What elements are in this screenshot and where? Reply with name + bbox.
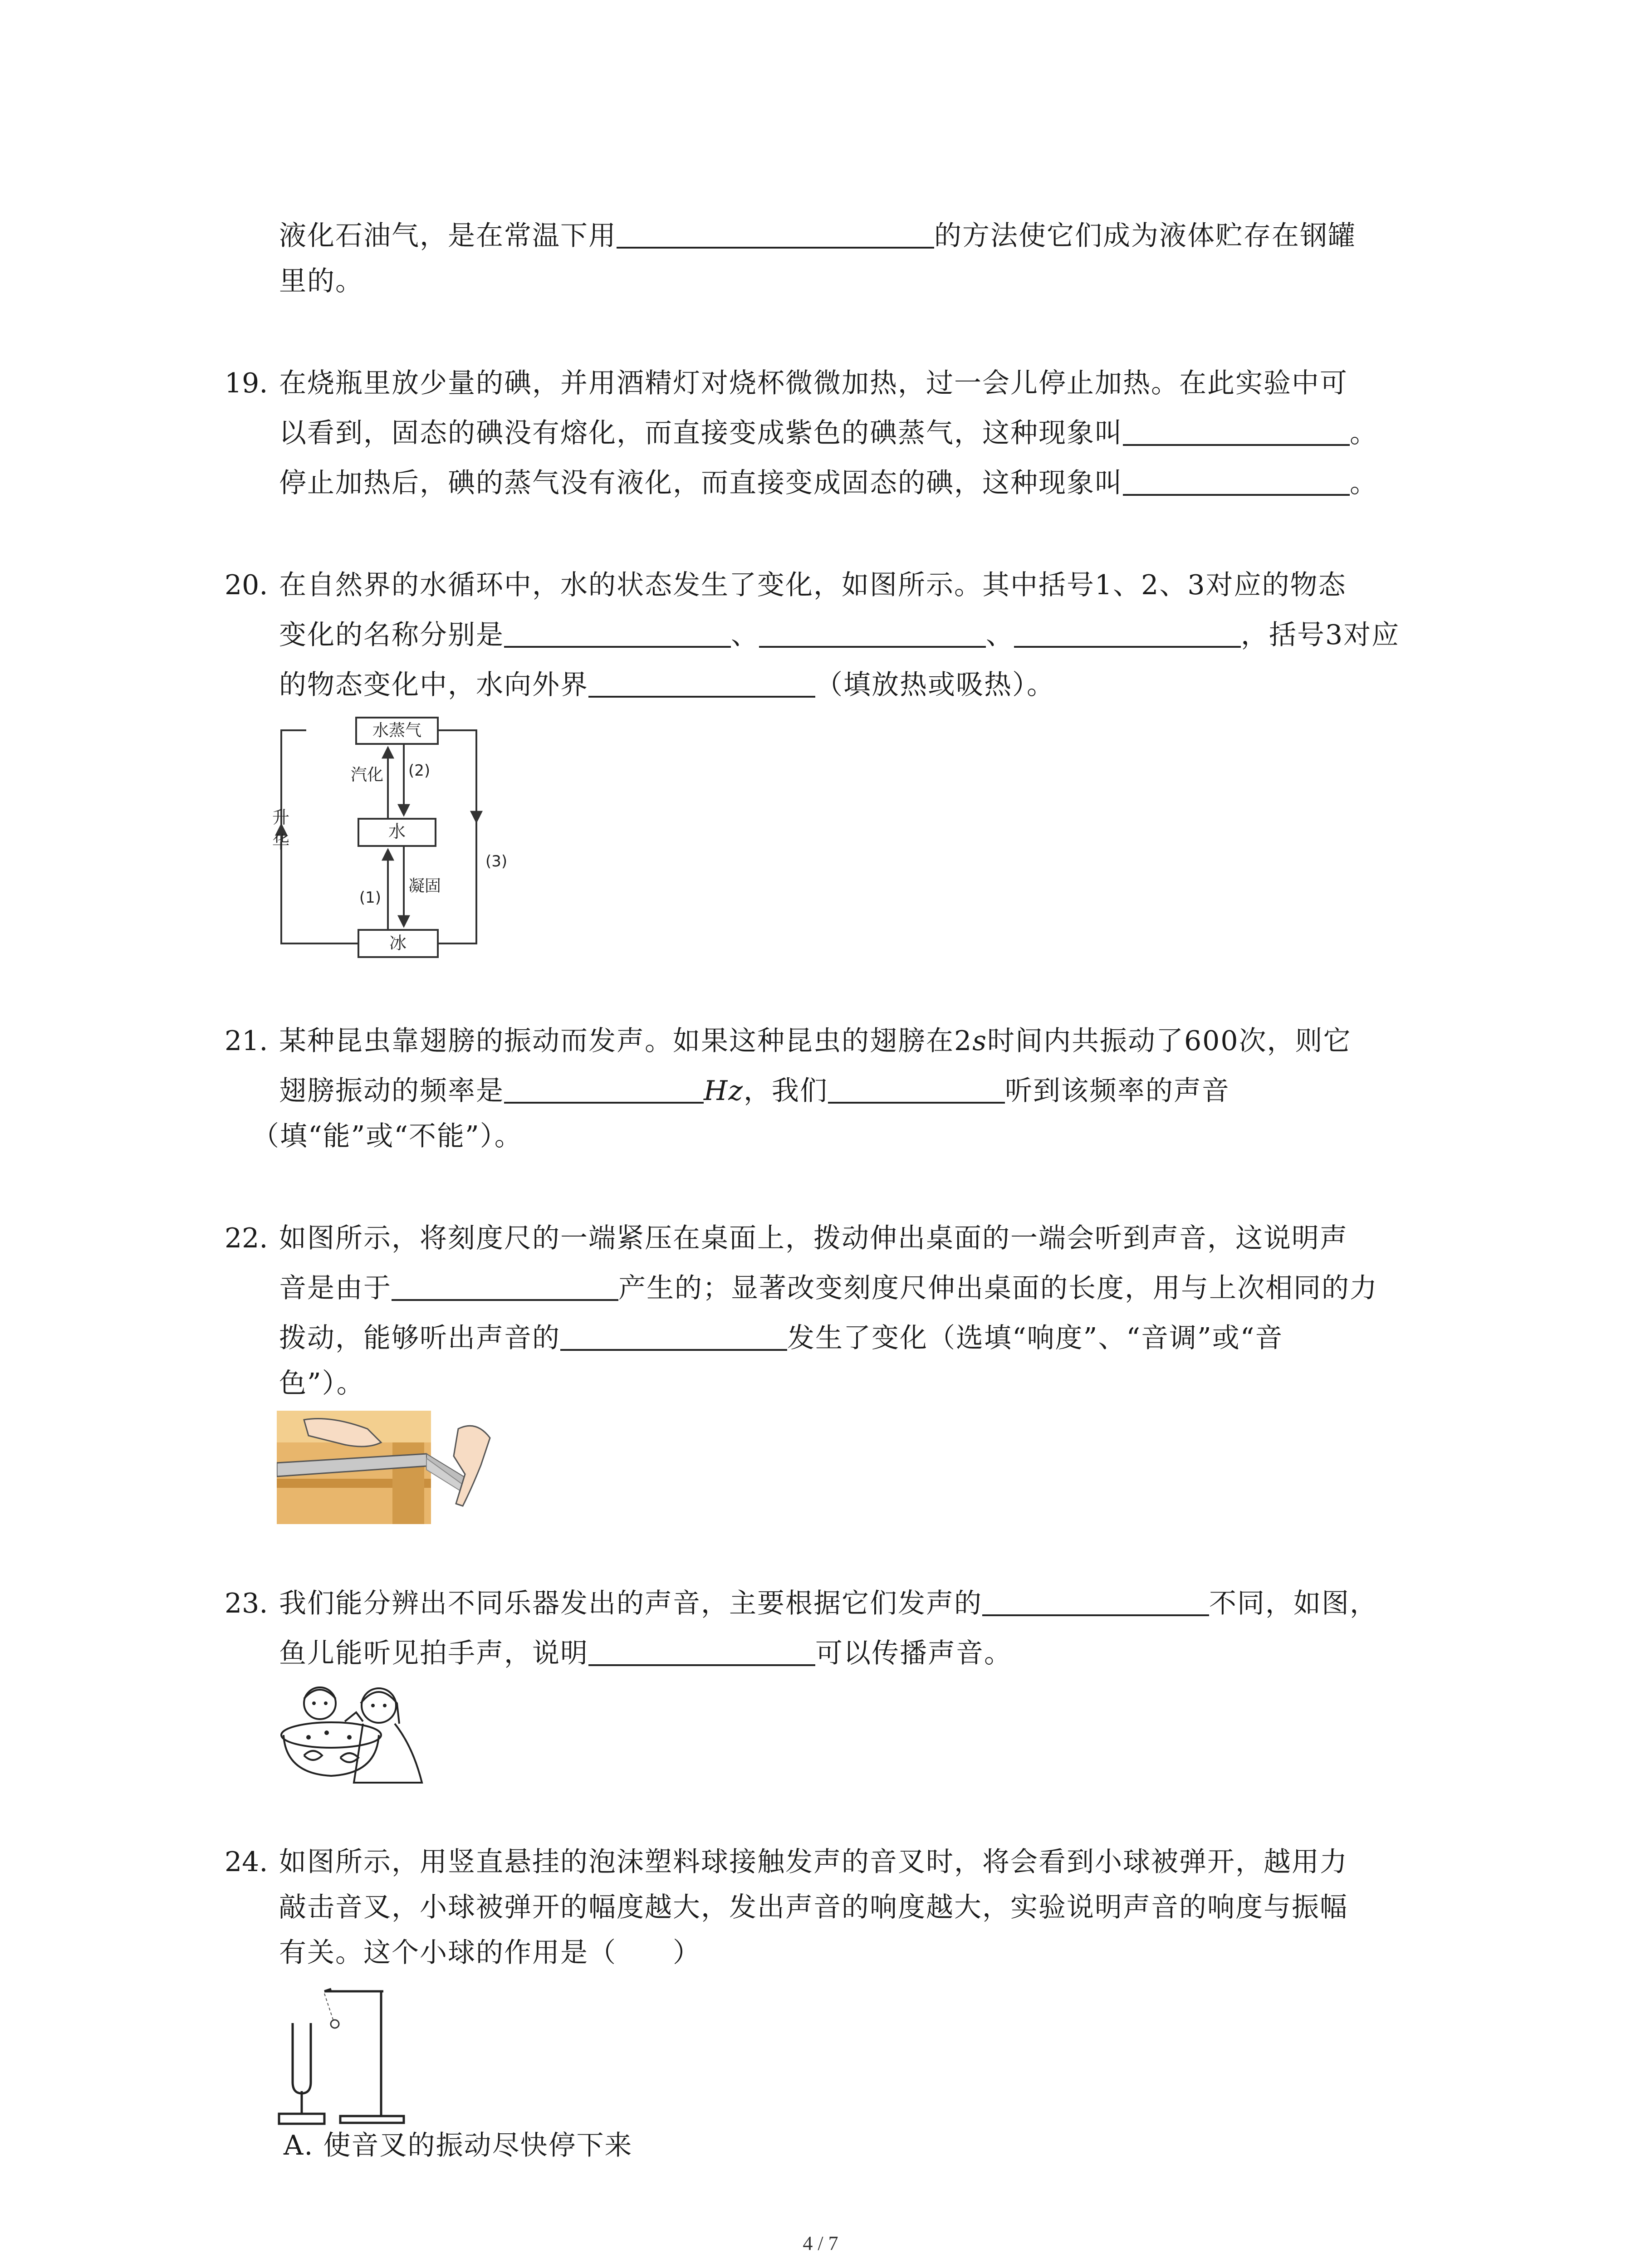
q21-answer-blank-2[interactable] (828, 1075, 1005, 1104)
q19-line-2 (279, 415, 1378, 451)
label-3: (3) (485, 852, 508, 870)
q22-line-3 (279, 1320, 1283, 1356)
water-cycle-diagram (272, 712, 526, 966)
q20-answer-blank-3[interactable] (1014, 619, 1241, 648)
q20-answer-blank-2[interactable] (759, 619, 986, 648)
ruler-on-desk-illustration (277, 1411, 499, 1524)
page-number: 4 / 7 (803, 2232, 838, 2254)
q20-line-1: 在自然界的水循环中，水的状态发生了变化，如图所示。其中括号1、2、3对应的物态 (279, 569, 1347, 601)
freeze-label: 凝固 (408, 877, 441, 895)
suspension-thread (324, 1994, 333, 2021)
q22-line-4: 色”）。 (279, 1368, 365, 1399)
label-1: (1) (359, 889, 381, 907)
q21-line-3: （填“能”或“不能”）。 (252, 1120, 523, 1152)
q21-answer-blank-1[interactable] (504, 1075, 704, 1104)
fish-bowl (284, 1735, 379, 1776)
q19-answer-blank-2[interactable] (1123, 467, 1350, 496)
q19-text: 。 (1350, 467, 1378, 499)
q22-text: 发生了变化（选填“响度”、“音调”或“音 (787, 1322, 1283, 1354)
children-fishbowl-illustration (277, 1678, 454, 1787)
q20-separator: 、 (986, 619, 1014, 651)
q23-text: 不同，如图， (1209, 1588, 1378, 1619)
q23-line-2 (279, 1635, 1012, 1672)
q21-text: 时间内共振动了600次，则它 (987, 1025, 1352, 1057)
q21-line-2 (279, 1073, 1230, 1109)
q24-option-a[interactable]: A. 使音叉的振动尽快停下来 (284, 2130, 633, 2161)
child-face-right (362, 1688, 396, 1723)
q19-number: 19. (225, 367, 268, 399)
q19-text: 。 (1350, 417, 1378, 449)
q23-answer-blank-2[interactable] (588, 1637, 815, 1666)
q23-text: 可以传播声音。 (815, 1637, 1012, 1669)
q21-text: 某种昆虫靠翅膀的振动而发声。如果这种昆虫的翅膀在2 (279, 1025, 973, 1057)
clapping-hands (345, 1712, 363, 1721)
q20-answer-blank-1[interactable] (504, 619, 731, 648)
q19-answer-blank-1[interactable] (1123, 417, 1350, 446)
fork-base (279, 2114, 324, 2124)
q21-text: 听到该频率的声音 (1004, 1075, 1230, 1107)
q21-text: 翅膀振动的频率是 (279, 1075, 504, 1107)
vapor-box-label: 水蒸气 (372, 721, 422, 740)
q23-text: 我们能分辨出不同乐器发出的声音，主要根据它们发声的 (279, 1588, 982, 1619)
q22-text: 音是由于 (279, 1272, 392, 1304)
q21-number: 21. (225, 1025, 268, 1057)
q23-answer-blank-1[interactable] (982, 1587, 1209, 1616)
tuning-fork (293, 2023, 311, 2093)
q20-line-3 (279, 667, 1055, 703)
q22-number: 22. (225, 1222, 268, 1254)
foam-ball (331, 2020, 339, 2028)
q18-text: 的方法使它们成为液体贮存在钢罐 (934, 220, 1356, 252)
q19-line-1: 在烧瓶里放少量的碘，并用酒精灯对烧杯微微加热，过一会儿停止加热。在此实验中可 (279, 367, 1348, 399)
desk-leg (392, 1438, 424, 1524)
q21-unit-hz: Hz (704, 1075, 744, 1107)
q23-text: 鱼儿能听见拍手声，说明 (279, 1637, 588, 1669)
q21-text: ，我们 (743, 1075, 828, 1107)
q21-line-1 (279, 1023, 1352, 1059)
sublimation-line (281, 730, 358, 943)
finger-plucking (454, 1426, 490, 1506)
ice-box-label: 冰 (389, 933, 407, 953)
child-face-left (304, 1687, 336, 1719)
q18-text: 液化石油气，是在常温下用 (279, 220, 617, 252)
q22-answer-blank-1[interactable] (392, 1272, 618, 1301)
q18-answer-blank[interactable] (617, 220, 934, 249)
q24-number: 24. (225, 1846, 268, 1878)
q21-unit-s: s (972, 1025, 987, 1057)
q22-line-1: 如图所示，将刻度尺的一端紧压在桌面上，拨动伸出桌面的一端会听到声音，这说明声 (279, 1222, 1348, 1254)
q20-line-2 (279, 617, 1400, 653)
q24-line-1: 如图所示，用竖直悬挂的泡沫塑料球接触发声的音叉时，将会看到小球被弹开，越用力 (279, 1846, 1348, 1878)
deposition-line (438, 730, 476, 943)
water-box-label: 水 (388, 821, 406, 841)
fish-bowl-rim (281, 1722, 381, 1748)
q22-text: 拨动，能够听出声音的 (279, 1322, 560, 1354)
sublimation-label: 升华 (272, 807, 290, 852)
vaporize-label: 汽化 (350, 766, 383, 784)
q20-text: 变化的名称分别是 (279, 619, 504, 651)
q22-answer-blank-2[interactable] (560, 1322, 787, 1351)
q24-line-2: 敲击音叉，小球被弹开的幅度越大，发出声音的响度越大，实验说明声音的响度与振幅 (279, 1892, 1348, 1923)
q19-text: 停止加热后，碘的蒸气没有液化，而直接变成固态的碘，这种现象叫 (279, 467, 1123, 499)
q20-answer-blank-4[interactable] (588, 669, 815, 698)
stand-base (340, 2116, 404, 2123)
q22-line-2 (279, 1270, 1378, 1306)
q24-line-3: 有关。这个小球的作用是（ ） (279, 1937, 701, 1969)
q19-line-3 (279, 465, 1378, 501)
label-2: (2) (408, 762, 431, 780)
q18-line-1 (279, 218, 1356, 254)
q20-text: ，括号3对应 (1241, 619, 1400, 651)
q23-number: 23. (225, 1588, 268, 1619)
q20-separator: 、 (731, 619, 759, 651)
q20-number: 20. (225, 569, 268, 601)
q19-text: 以看到，固态的碘没有熔化，而直接变成紫色的碘蒸气，这种现象叫 (279, 417, 1123, 449)
q22-text: 产生的；显著改变刻度尺伸出桌面的长度，用与上次相同的力 (618, 1272, 1378, 1304)
tuning-fork-stand-illustration (272, 1978, 422, 2132)
q23-line-1 (279, 1585, 1378, 1622)
q20-text: 的物态变化中，水向外界 (279, 669, 588, 701)
q20-text: （填放热或吸热）。 (815, 669, 1055, 701)
q18-line-2: 里的。 (279, 265, 363, 297)
